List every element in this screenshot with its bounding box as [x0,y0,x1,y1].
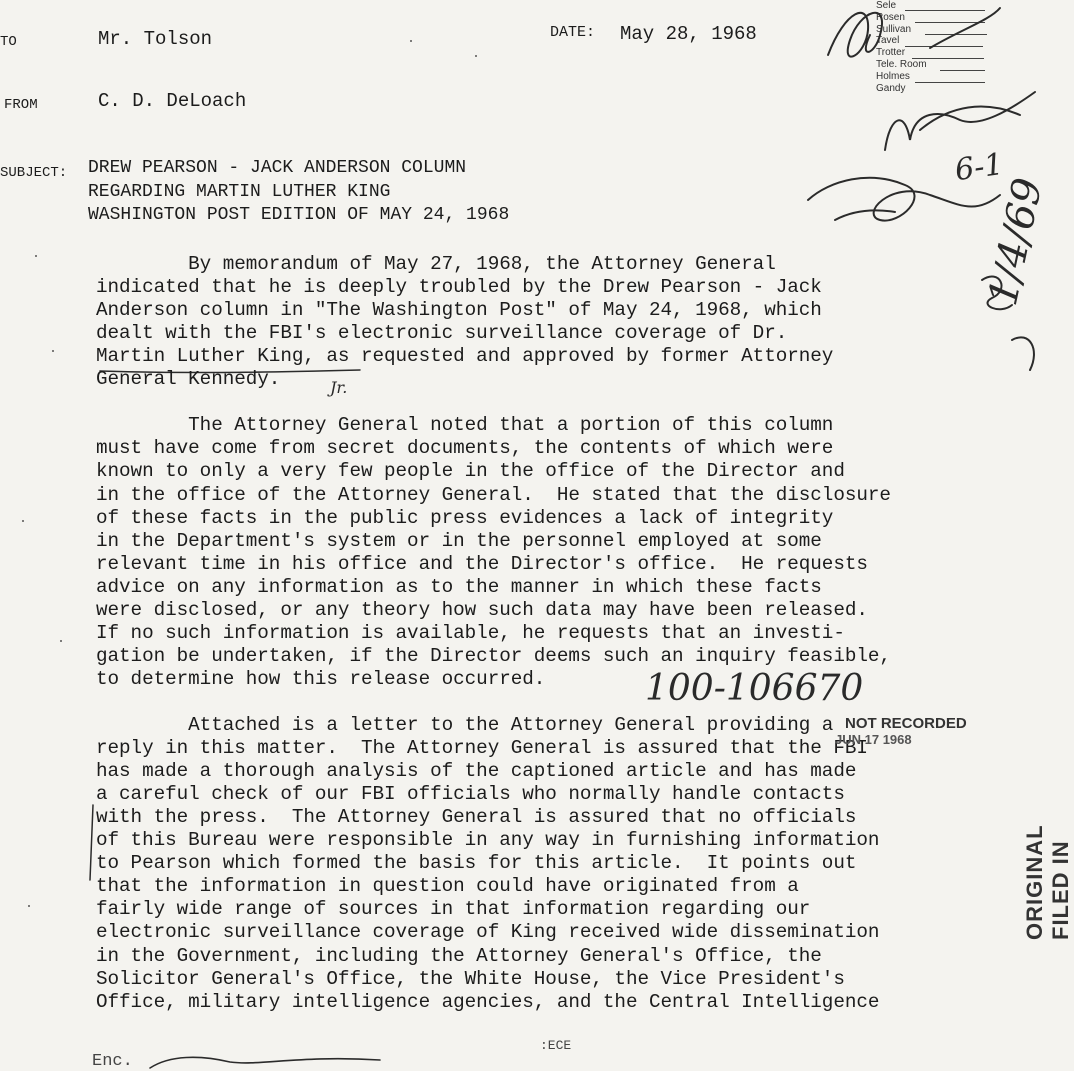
scan-speck [28,905,30,907]
original-filed-stamp: ORIGINAL FILED IN [1022,824,1073,940]
initials-scribble [885,92,1035,150]
routing-entry: Tele. Room [876,58,927,70]
center-footer-mark: :ECE [540,1038,572,1053]
body-line: a careful check of our FBI officials who normally handle contacts [96,783,845,806]
body-line: in the Department's system or in the personnel employed at some [96,529,822,552]
initials-handwriting: Jr. [330,378,348,397]
margin-scribble [1012,337,1034,370]
date-value: May 28, 1968 [620,23,757,45]
signature-scribble [835,210,895,220]
body-line: advice on any information as to the manner in which these facts [96,575,822,598]
scan-speck [60,640,62,642]
scan-speck [475,55,477,57]
signature-scribble [930,8,1000,48]
routing-entry: Sullivan [876,23,912,35]
file-number-handwriting: 100-106670 [645,668,864,709]
body-line: of these facts in the public press evidences a lack of integrity [96,506,834,529]
not-recorded-stamp: NOT RECORDED [845,715,967,732]
body-line: By memorandum of May 27, 1968, the Attorney General [96,253,776,275]
routing-entry: Trotter [876,47,906,59]
body-line: must have come from secret documents, the contents of which were [96,437,834,460]
serial-handwriting: 6-1 [952,146,1006,189]
body-line: known to only a very few people in the office of the Director and [96,460,845,483]
body-line: Anderson column in "The Washington Post" of May 24, 1968, which [96,299,822,322]
body-line: in the office of the Attorney General. He stated that the disclosure [96,483,891,506]
body-line: with the press. The Attorney General is assured that no officials [96,806,857,829]
scan-speck [35,255,37,257]
from-label: FROM [4,97,38,113]
scan-speck [52,350,54,352]
body-line: The Attorney General noted that a portion of this column [96,414,834,437]
margin-note-handwriting: 1/4/69 [980,174,1052,310]
subject-line: WASHINGTON POST EDITION OF MAY 24, 1968 [88,205,510,225]
to-label: TO [0,34,17,50]
initials-scribble [920,107,1020,130]
body-line: relevant time in his office and the Director's office. He requests [96,552,868,575]
body-line: electronic surveillance coverage of King received wide dissemination [96,921,880,944]
body-line: to Pearson which formed the basis for this article. It points out [96,852,857,875]
body-line: dealt with the FBI's electronic surveillance coverage of Dr. [96,322,788,345]
subject-label: SUBJECT: [0,165,68,181]
body-line: General Kennedy. [96,368,281,391]
body-line: fairly wide range of sources in that information regarding our [96,898,811,921]
routing-entry: Sele [876,0,897,11]
scan-speck [410,40,412,42]
margin-bracket [90,805,93,880]
body-line: were disclosed, or any theory how such data may have been released. [96,598,868,621]
signature-scribble [828,13,882,57]
body-line: of this Bureau were responsible in any way in furnishing information [96,829,880,852]
body-line: has made a thorough analysis of the captioned article and has made [96,760,857,783]
body-line: If no such information is available, he requests that an investi- [96,621,845,644]
body-line: Martin Luther King, as requested and approved by former Attorney [96,345,834,368]
body-line: in the Government, including the Attorney General's Office, the [96,944,822,967]
footer-scribble [150,1057,380,1068]
routing-entry: Gandy [876,82,906,94]
body-line: to determine how this release occurred. [96,667,546,690]
enclosure-mark: Enc. [92,1052,133,1071]
body-line: that the information in question could have originated from a [96,875,799,898]
subject-line: REGARDING MARTIN LUTHER KING [88,182,391,202]
scan-speck [22,520,24,522]
to-value: Mr. Tolson [98,28,213,50]
body-line: reply in this matter. The Attorney General is assured that the FBI [96,737,868,760]
routing-entry: Holmes [876,70,910,82]
from-value: C. D. DeLoach [98,90,247,112]
date-label: DATE: [550,24,596,41]
body-line: Attached is a letter to the Attorney General providing a [96,714,834,736]
body-line: gation be undertaken, if the Director deems such an inquiry feasible, [96,644,891,667]
body-line: Office, military intelligence agencies, and the Central Intelligence [96,990,880,1013]
stamp-date: JUN 17 1968 [835,732,912,747]
body-line: Solicitor General's Office, the White House, the Vice President's [96,967,845,990]
subject-line: DREW PEARSON - JACK ANDERSON COLUMN [88,158,467,178]
routing-entry: Rosen [876,11,905,23]
routing-entry: Tavel [876,35,900,47]
body-line: indicated that he is deeply troubled by the Drew Pearson - Jack [96,276,822,299]
